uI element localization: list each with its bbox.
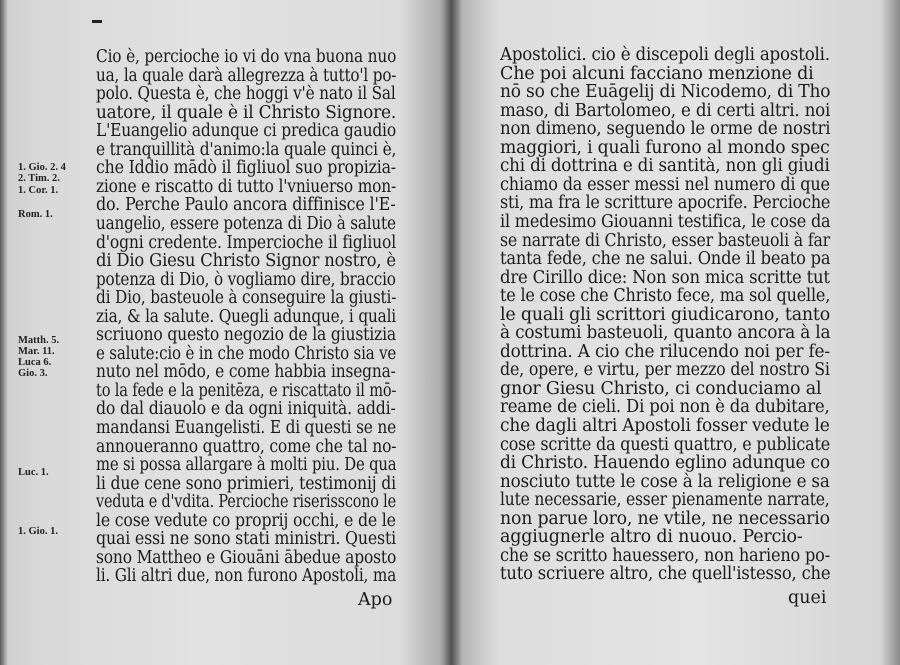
text-line: le cose vedute co proprij occhi, e de le bbox=[96, 510, 396, 531]
text-line: à costumi basteuoli, quanto ancora à la bbox=[500, 323, 831, 344]
margin-reference: Gio. 3. bbox=[18, 368, 48, 380]
text-line: nō so che Euāgelij di Nicodemo, di Tho bbox=[500, 82, 831, 103]
text-line: chiamo da esser messi nel numero di que bbox=[500, 174, 830, 195]
text-line: nuto nel mōdo, e come habbia insegna- bbox=[96, 362, 396, 383]
text-line: sono Mattheo e Giouāni ābedue aposto bbox=[96, 547, 397, 568]
text-line: li. Gli altri due, non furono Apostoli, ma bbox=[96, 566, 397, 587]
margin-reference: Matth. 5. bbox=[18, 334, 60, 346]
catchword: Apo bbox=[358, 590, 393, 610]
text-line: li due cene sono primieri, testimonij di bbox=[96, 473, 396, 494]
text-line: veduta e d'vdita. Percioche riserisscono le bbox=[96, 492, 396, 513]
margin-reference: 2. Tim. 2. bbox=[18, 173, 60, 185]
text-line: scriuono questo negozio de la giustizia bbox=[96, 325, 396, 346]
text-line: me si possa allargare à molti piu. De qua bbox=[96, 455, 397, 476]
text-line: zione e riscatto di tutto l'vniuerso mon- bbox=[96, 176, 396, 197]
text-line: lute necessarie, esser pienamente narrate, bbox=[500, 490, 830, 511]
text-line: mandansi Euangelisti. E di questi se ne bbox=[96, 418, 397, 438]
text-line: annoueranno quattro, come che tal no- bbox=[96, 436, 397, 457]
text-line: polo. Questa è, che hoggi v'è nato il Sal bbox=[96, 84, 396, 105]
text-line: chi di dottrina e di santità, non gli giudi bbox=[500, 156, 830, 177]
text-line: aggiugnerle altro di nuouo. Percio- bbox=[500, 527, 803, 548]
text-line: e tranquillità d'animo:la quale quinci è, bbox=[96, 139, 397, 160]
text-line: do. Perche Paulo ancora diffinisce l'E- bbox=[96, 195, 396, 216]
margin-reference: Luc. 1. bbox=[18, 466, 49, 478]
text-line: se narrate di Christo, esser basteuoli à far bbox=[500, 230, 831, 251]
text-line: ua, la quale darà allegrezza à tutto'l po- bbox=[96, 65, 397, 86]
text-line: do dal diauolo e da ogni iniquità. addi- bbox=[96, 399, 396, 420]
text-line: di Christo. Hauendo eglino adunque co bbox=[500, 453, 830, 474]
text-line: dottrina. A cio che rilucendo noi per fe- bbox=[500, 341, 830, 362]
margin-reference: Rom. 1. bbox=[18, 208, 53, 220]
margin-reference: 1. Cor. 1. bbox=[18, 184, 59, 196]
text-line: che dagli altri Apostoli fosser vedute le bbox=[500, 416, 830, 436]
text-line: potenza di Dio, ò vogliamo dire, braccio bbox=[96, 269, 396, 290]
text-line: reame de cieli. Di poi non è da dubitare, bbox=[500, 397, 830, 418]
catchword: quei bbox=[788, 588, 827, 608]
text-line: di Dio Giesu Christo Signor nostro, è bbox=[96, 251, 396, 272]
text-line: d'ogni credente. Impercioche il figliuol bbox=[96, 232, 397, 253]
margin-reference: 1. Gio. 2. 4 bbox=[18, 162, 66, 174]
right-page bbox=[456, 0, 900, 665]
text-line: maggiori, i quali furono al mondo spec bbox=[500, 137, 830, 158]
text-line: quai essi ne sono stati ministri. Questi bbox=[96, 529, 397, 550]
text-line: che se scritto hauessero, non harieno po- bbox=[500, 545, 830, 566]
text-line: le quali gli scrittori giudicarono, tanto bbox=[500, 304, 831, 325]
text-line: uangelio, essere potenza di Dio à salute bbox=[96, 213, 396, 234]
text-line: cose scritte da questi quattro, e publicate bbox=[500, 434, 830, 455]
margin-reference: Mar. 11. bbox=[18, 345, 55, 357]
left-page bbox=[0, 0, 448, 665]
margin-reference: 1. Gio. 1. bbox=[18, 525, 58, 537]
text-line: Che poi alcuni facciano menzione di bbox=[500, 63, 814, 84]
text-line: uatore, il quale è il Christo Signore. bbox=[96, 102, 396, 123]
text-line: dre Cirillo dice: Non son mica scritte tut bbox=[500, 267, 830, 288]
text-line: il medesimo Giouanni testifica, le cose da bbox=[500, 211, 831, 232]
text-line: che Iddio mādò il figliuol suo propizia- bbox=[96, 158, 396, 179]
margin-reference: Luca 6. bbox=[18, 357, 52, 369]
text-line: tanta fede, che ne salui. Onde il beato pa bbox=[500, 249, 831, 270]
text-line: to la fede e la penitēza, e riscattato il mō- bbox=[96, 380, 397, 401]
page-mark bbox=[92, 20, 102, 23]
text-line: Apostolici. cio è discepoli degli apostoli. bbox=[500, 45, 830, 65]
text-line: non dimeno, seguendo le orme de nostri bbox=[500, 119, 831, 140]
text-line: gnor Giesu Christo, ci conduciamo al bbox=[500, 378, 822, 399]
text-line: sti, ma fra le scritture apocrife. Percioche bbox=[500, 193, 831, 214]
text-line: zia, & la salute. Quegli adunque, i quali bbox=[96, 306, 397, 327]
text-line: maso, di Bartolomeo, e di certi altri. noi bbox=[500, 100, 831, 121]
text-line: Cio è, percioche io vi do vna buona nuo bbox=[96, 47, 397, 67]
text-line: e salute:cio è in che modo Christo sia ve bbox=[96, 343, 397, 364]
text-line: te le cose che Christo fece, ma sol quelle, bbox=[500, 286, 831, 307]
text-line: de, opere, e virtu, per mezzo del nostro Si bbox=[500, 360, 830, 381]
text-line: tuto scriuere altro, che quell'istesso, che bbox=[500, 564, 831, 585]
text-line: di Dio, basteuole à conseguire la giusti- bbox=[96, 288, 397, 309]
text-line: L'Euangelio adunque ci predica gaudio bbox=[96, 121, 396, 142]
text-line: non parue loro, ne vtile, ne necessario bbox=[500, 508, 830, 529]
text-line: nosciuto tutte le cose à la religione e sa bbox=[500, 471, 830, 492]
